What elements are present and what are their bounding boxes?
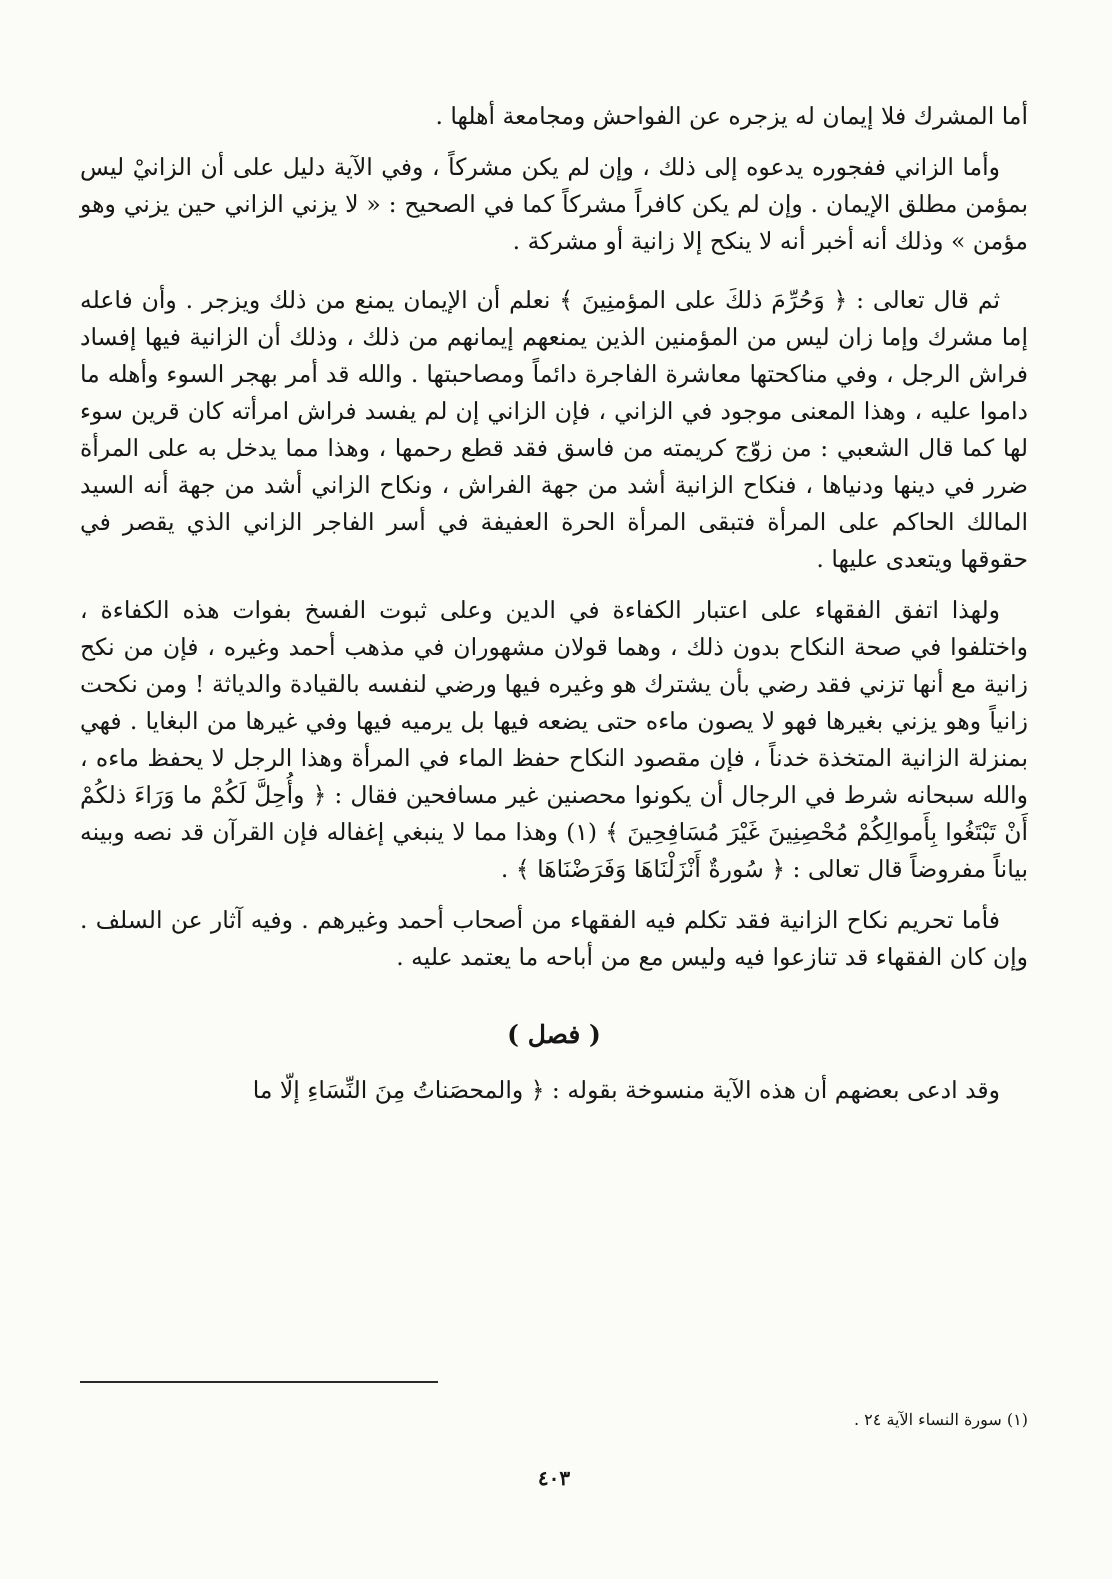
paragraph-2: وأما الزاني ففجوره يدعوه إلى ذلك ، وإن لم يكن مشركاً ، وفي الآية دليل على أن الزانيْ ليس بمؤمن مطلق الإيمان . وإن لم يكن كافراً مشركاً كما في الصحيح : « لا يزني الزاني حين يزني وهو مؤمن » وذلك أنه أخبر أنه لا ينكح إلا زانية أو مشركة . — [80, 153, 1028, 255]
page-number: ٤٠٣ — [537, 1466, 571, 1490]
paragraph-4: ولهذا اتفق الفقهاء على اعتبار الكفاءة في الدين وعلى ثبوت الفسخ بفوات هذه الكفاءة ، واختلفوا في صحة النكاح بدون ذلك ، وهما قولان مشهوران في مذهب أحمد وغيره ، فإن من نكح زانية مع أنها تزني فقد رضي بأن يشترك هو وغيره فيها ورضي لنفسه بالقيادة والدياثة ! ومن نكحت زانياً وهو يزني بغيرها فهو لا يصون ماءه حتى يضعه فيها بل يرميه فيها وفي غيرها من البغايا . فهي بمنزلة الزانية المتخذة خدناً ، فإن مقصود النكاح حفظ الماء في المرأة وهذا الرجل لا يحفظ ماءه ، والله سبحانه شرط في الرجال أن يكونوا محصنين غير مسافحين فقال : ﴿ وأُحِلَّ لَكُمْ ما وَرَاءَ ذلكُمْ أَنْ تَبْتَغُوا بِأَموالِكُمْ مُحْصِنِينَ غَيْرَ مُسَافِحِينَ ﴾ (١) وهذا مما لا ينبغي إغفاله فإن القرآن قد نصه وبينه بياناً مفروضاً قال تعالى : ﴿ سُورةٌ أَنْزَلْنَاهَا وَفَرَضْنَاهَا ﴾ . — [80, 596, 1028, 883]
paragraph-3: ثم قال تعالى : ﴿ وَحُرِّمَ ذلكَ على المؤمنِينَ ﴾ نعلم أن الإيمان يمنع من ذلك ويزجر . وأن فاعله إما مشرك وإما زان ليس من المؤمنين الذين يمنعهم إيمانهم من ذلك ، وذلك أن الزانية فيها إفساد فراش الرجل ، وفي مناكحتها معاشرة الفاجرة دائماً ومصاحبتها . والله قد أمر بهجر السوء وأهله ما داموا عليه ، وهذا المعنى موجود في الزاني ، فإن الزاني إن لم يفسد فراش امرأته كان قرين سوء لها كما قال الشعبي : من زوّج كريمته من فاسق فقد قطع رحمها ، وهذا مما يدخل به على المرأة ضرر في دينها ودنياها ، فنكاح الزانية أشد من جهة الفراش ، ونكاح الزاني أشد من جهة أنه السيد المالك الحاكم على المرأة فتبقى المرأة الحرة العفيفة في أسر الفاجر الزاني الذي يقصر في حقوقها ويتعدى عليها . — [80, 286, 1028, 573]
paragraph-6: وقد ادعى بعضهم أن هذه الآية منسوخة بقوله : ﴿ والمحصَناتُ مِنَ النِّسَاءِ إلّا ما — [252, 1076, 1000, 1104]
section-heading: ( فصل ) — [507, 1020, 601, 1049]
book-page — [80, 98, 1028, 1568]
paragraph-1: أما المشرك فلا إيمان له يزجره عن الفواحش ومجامعة أهلها . — [435, 102, 1028, 130]
paragraph-5: فأما تحريم نكاح الزانية فقد تكلم فيه الفقهاء من أصحاب أحمد وغيرهم . وفيه آثار عن السلف . وإن كان الفقهاء قد تنازعوا فيه وليس مع من أباحه ما يعتمد عليه . — [80, 906, 1028, 971]
footnote: (١) سورة النساء الآية ٢٤ . — [854, 1410, 1028, 1429]
footnote-divider — [80, 1381, 438, 1383]
